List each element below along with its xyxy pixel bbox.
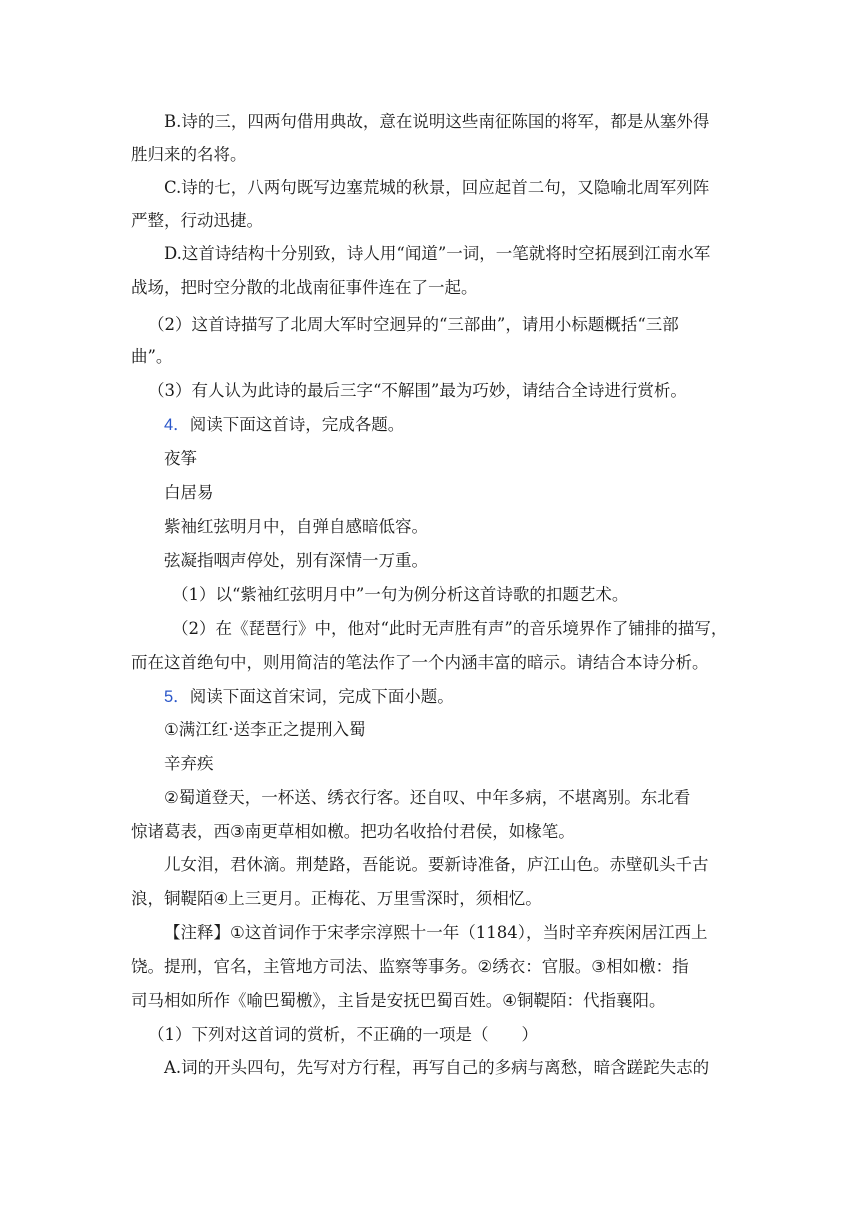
- poem-author: 白居易: [164, 483, 214, 502]
- annotation-text: 司马相如所作《喻巴蜀檄》，主旨是安抚巴蜀百姓。: [131, 991, 503, 1010]
- footnote-marker-4: ④: [213, 889, 229, 908]
- question-4-heading: [164, 413, 404, 437]
- option-b-line-1: B.诗的三，四两句借用典故，意在说明这些南征陈国的将军，都是从塞外得: [164, 112, 710, 131]
- ci-stanza-1-line-2: [131, 820, 575, 844]
- option-b-line-2: 胜归来的名将。: [131, 145, 247, 164]
- question-number-4: 4．: [164, 416, 190, 434]
- annotation-line-3: [131, 989, 666, 1013]
- question-3: （3）有人认为此诗的最后三字“不解围”最为巧妙，请结合全诗进行赏析。: [148, 381, 687, 400]
- q4-subquestion-2-line-2: 而在这首绝句中，则用简洁的笔法作了一个内涵丰富的暗示。请结合本诗分析。: [131, 653, 709, 672]
- annotation-line-1: [164, 921, 708, 945]
- ci-stanza-1-text: 蜀道登天，一杯送、绣衣行客。还自叹、中年多病，不堪离别。东北看: [178, 788, 691, 807]
- poem-title: 夜筝: [164, 449, 197, 468]
- poem-line-1: 紫袖红弦明月中，自弹自感暗低容。: [164, 517, 428, 536]
- ci-title: [164, 718, 366, 742]
- question-5-heading: [164, 685, 454, 709]
- option-d-line-1: D.这首诗结构十分别致，诗人用“闻道”一词，一笔就将时空拓展到江南水军: [164, 244, 711, 263]
- question-5-prompt: 阅读下面这首宋词，完成下面小题。: [189, 687, 454, 706]
- annotation-text: 这首词作于宋孝宗淳熙十一年（1184），当时辛弃疾闲居江西上: [244, 923, 708, 942]
- q4-subquestion-1: （1）以“紫袖红弦明月中”一句为例分析这首诗歌的扣题艺术。: [172, 585, 629, 604]
- footnote-marker-2: ②: [477, 957, 493, 976]
- ci-text-segment: 浪，铜鞮陌: [131, 889, 214, 908]
- question-2-line-1: （2）这首诗描写了北周大军时空迥异的“三部曲”，请用小标题概括“三部: [148, 315, 679, 334]
- option-c-line-2: 严整，行动迅捷。: [131, 211, 263, 230]
- q4-subquestion-2-line-1: （2）在《琵琶行》中，他对“此时无声胜有声”的音乐境界作了铺排的描写，: [172, 619, 728, 638]
- footnote-marker-3: ③: [591, 957, 607, 976]
- poem-line-2: 弦凝指咽声停处，别有深情一万重。: [164, 551, 428, 570]
- q5-subquestion-1: （1）下列对这首词的赏析，不正确的一项是（ ）: [148, 1025, 538, 1044]
- question-number-5: 5．: [164, 688, 190, 706]
- annotation-label: 【注释】: [164, 923, 230, 942]
- ci-title-text: 满江红·送李正之提刑入蜀: [178, 720, 366, 739]
- ci-stanza-1-line-1: [164, 786, 690, 810]
- footnote-marker-1: ①: [230, 923, 245, 942]
- ci-stanza-2-line-2: [131, 887, 542, 911]
- annotation-text: 绣衣：官服。: [492, 957, 592, 976]
- annotation-line-2: [131, 955, 689, 979]
- option-a-line-1: A.词的开头四句，先写对方行程，再写自己的多病与离愁，暗含蹉跎失志的: [164, 1058, 710, 1077]
- ci-text-segment: 惊诸葛表，西: [131, 822, 230, 841]
- annotation-text: 相如檄：指: [606, 957, 689, 976]
- annotation-text: 铜鞮陌：代指襄阳。: [517, 991, 666, 1010]
- question-4-prompt: 阅读下面这首诗，完成各题。: [189, 415, 405, 434]
- ci-text-segment: 南更草相如檄。把功名收拾付君侯，如椽笔。: [244, 822, 575, 841]
- footnote-marker-4: ④: [502, 991, 518, 1010]
- footnote-marker-2: ②: [164, 788, 179, 807]
- footnote-marker-3: ③: [230, 822, 245, 841]
- ci-text-segment: 上三更月。正梅花、万里雪深时，须相忆。: [228, 889, 542, 908]
- option-c-line-1: C.诗的七，八两句既写边塞荒城的秋景，回应起首二句，又隐喻北周军列阵: [164, 178, 710, 197]
- question-2-line-2: 曲”。: [131, 347, 173, 366]
- ci-stanza-2-line-1: 儿女泪，君休滴。荆楚路，吾能说。要新诗准备，庐江山色。赤壁矶头千古: [164, 855, 709, 874]
- annotation-text: 饶。提刑，官名，主管地方司法、监察等事务。: [131, 957, 478, 976]
- ci-author: 辛弃疾: [164, 754, 214, 773]
- footnote-marker-1: ①: [164, 720, 179, 739]
- option-d-line-2: 战场，把时空分散的北战南征事件连在了一起。: [131, 278, 478, 297]
